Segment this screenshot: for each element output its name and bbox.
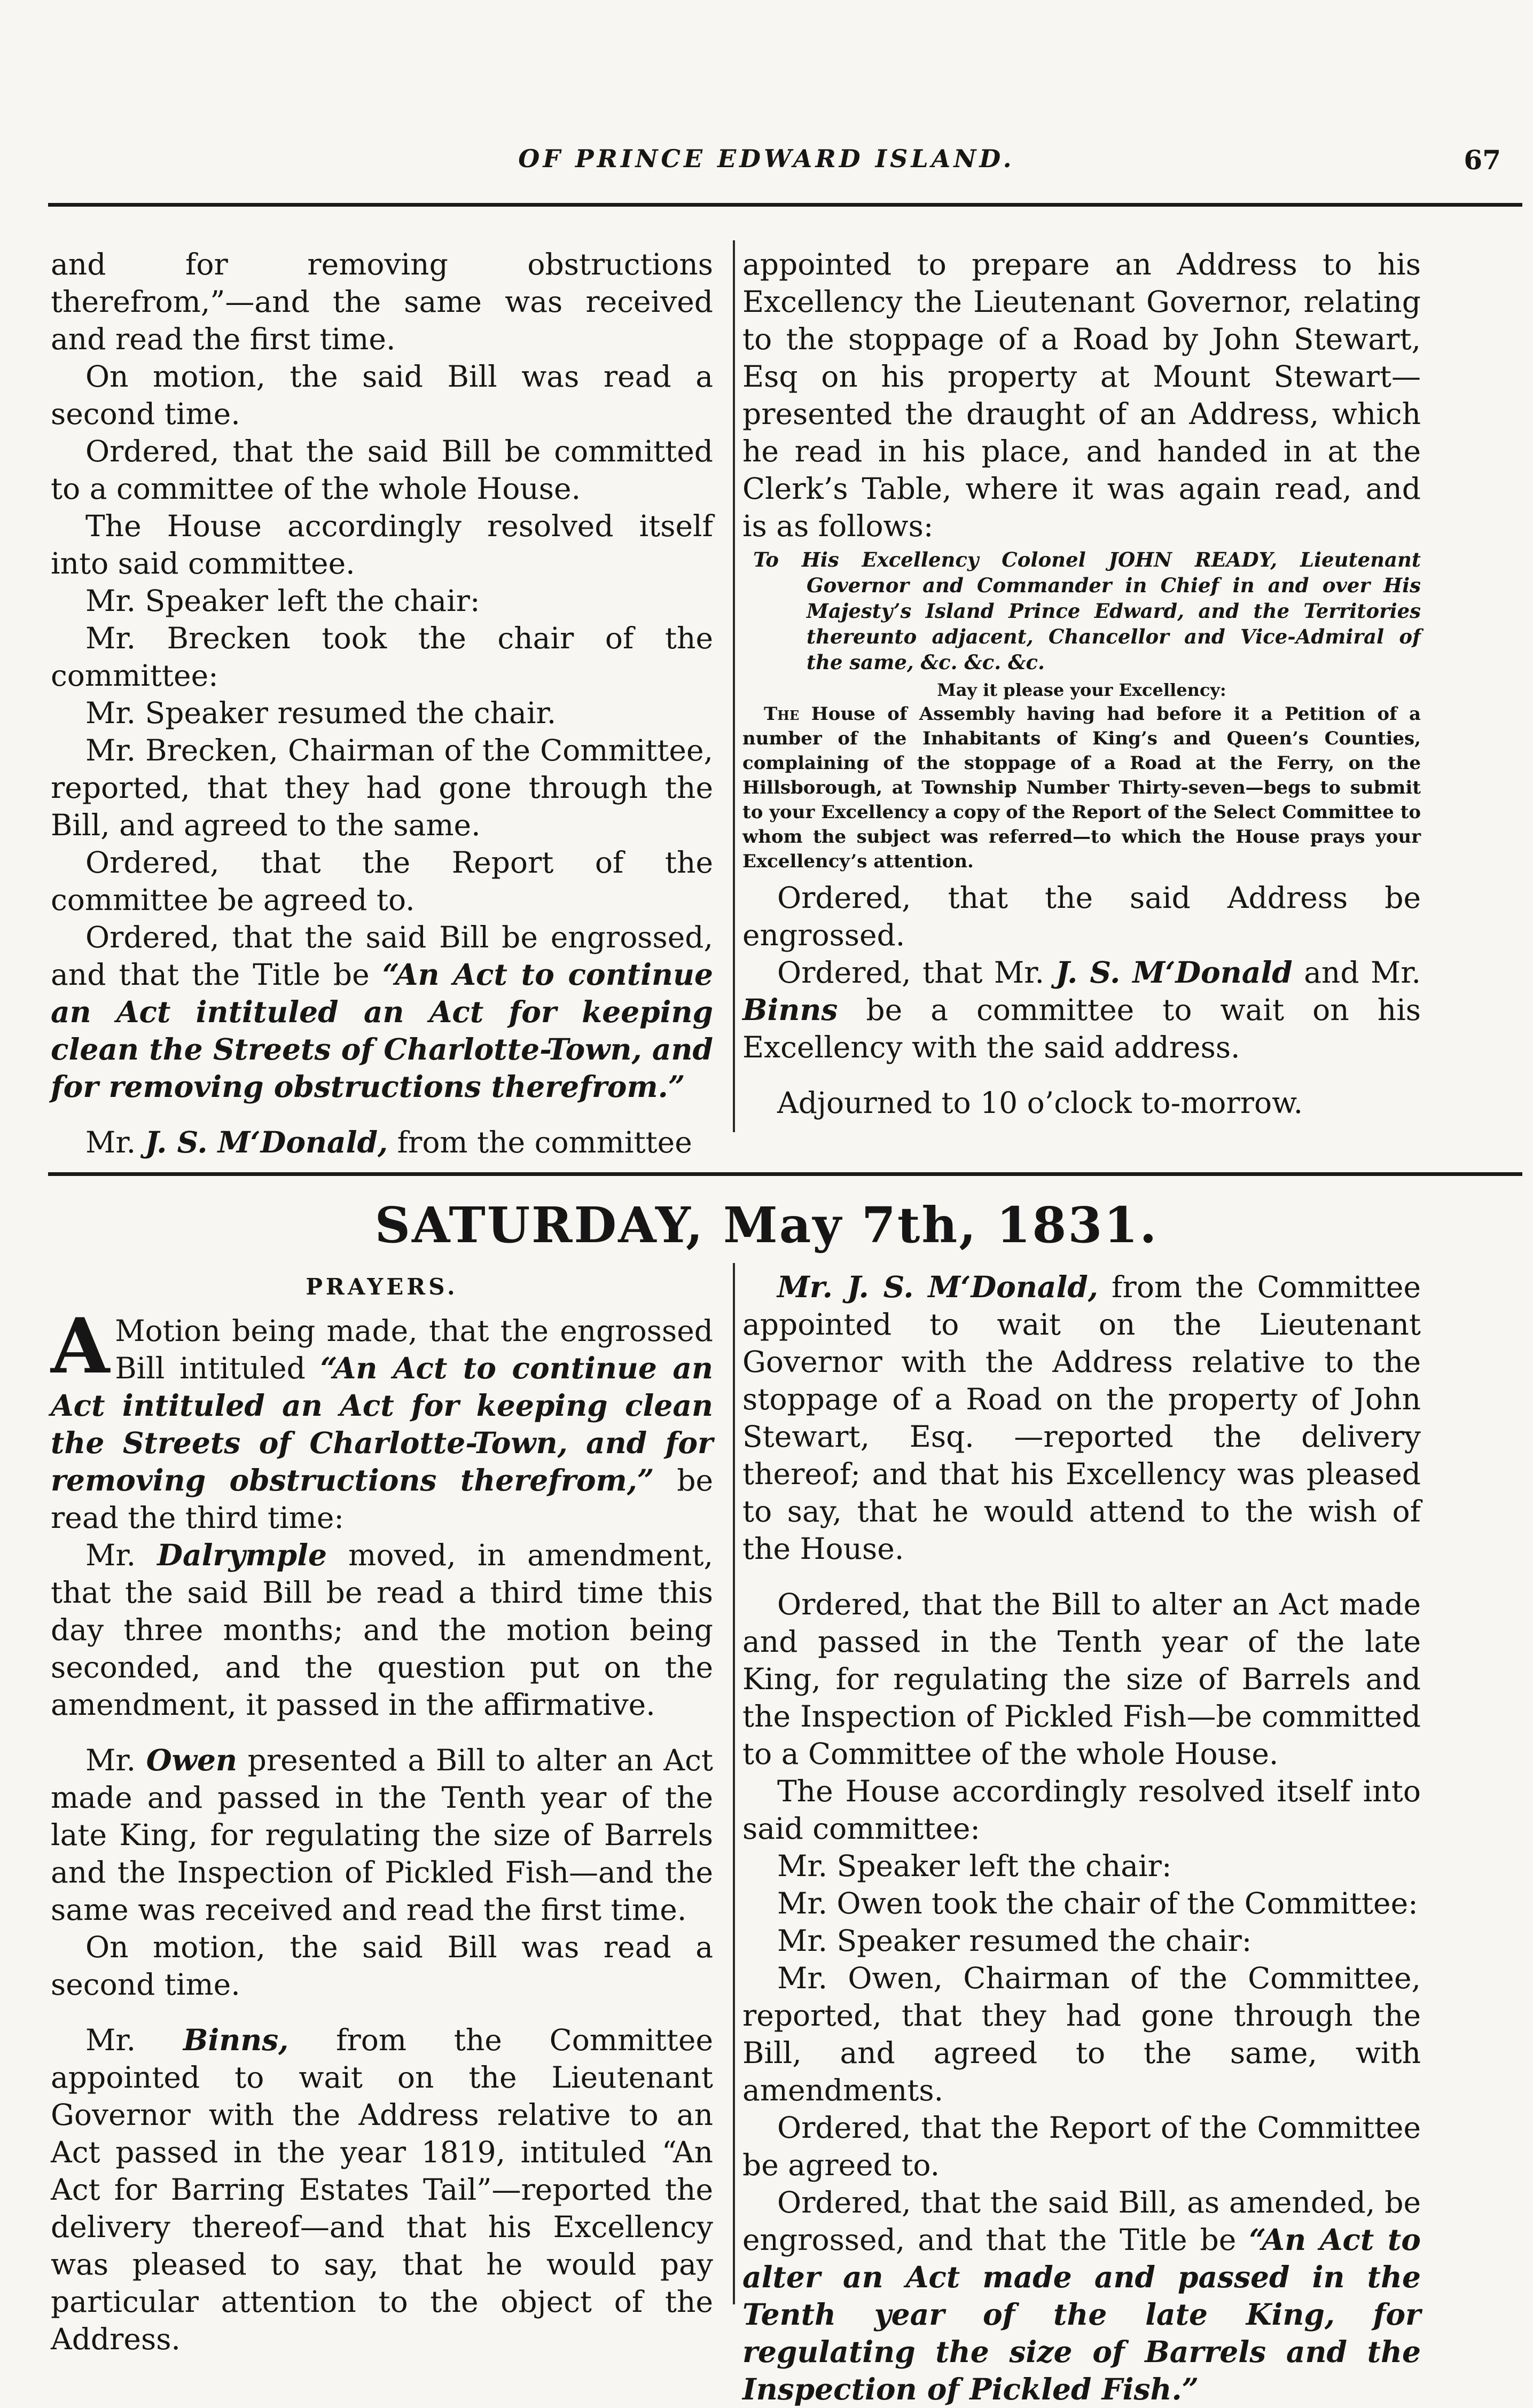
paragraph: On motion, the said Bill was read a second time. xyxy=(51,359,713,431)
paragraph xyxy=(51,1536,713,1723)
paragraph: Ordered, that the said Address be engrossed. xyxy=(742,881,1421,952)
lower-right-column xyxy=(742,1268,1421,2408)
lower-left-column xyxy=(51,1268,713,2358)
paragraph xyxy=(742,954,1421,1066)
top-rule xyxy=(48,203,1522,207)
text-run: from the Committee appointed to wait on the Lieutenant Governor with the Address relative to the stoppage of a Road on the property of John Stewart, Esq. —reported the delivery thereof; and that his Excellency was pleased to say, that he would attend to the wish of the House. xyxy=(742,1270,1421,1566)
paragraph xyxy=(51,1302,713,1536)
running-title: OF PRINCE EDWARD ISLAND. xyxy=(518,144,1015,173)
text-run: be a committee to wait on his Excellency with the said address. xyxy=(742,993,1421,1064)
paragraph: Mr. Brecken took the chair of the committee: xyxy=(51,621,713,693)
paragraph: Ordered, that the Report of the committee be agreed to. xyxy=(51,845,713,917)
member-name: Mr. J. S. M‘Donald, xyxy=(777,1269,1098,1304)
paragraph: Ordered, that the Bill to alter an Act made and passed in the Tenth year of the late King, for regulating the size of Barrels and the Inspection of Pickled Fish—be committed to a Committee of the whole House. xyxy=(742,1587,1421,1771)
upper-right-column xyxy=(742,246,1421,1121)
bill-title: “An Act to continue an Act intituled an Act for keeping clean the Streets of Charlotte-Town, and for removing obstructions therefrom.” xyxy=(51,957,713,1104)
paragraph: Mr. Owen, Chairman of the Committee, reported, that they had gone through the Bill, and agreed to the same, with amendments. xyxy=(742,1961,1421,2107)
petition-text xyxy=(742,702,1421,874)
paragraph: and for removing obstructions therefrom,”—and the same was received and read the first time. xyxy=(51,247,713,356)
bill-title: “An Act to continue an Act intituled an Act for keeping clean the Streets of Charlotte-Town, and for removing obstructions therefrom,” xyxy=(51,1351,713,1497)
upper-left-column xyxy=(51,246,713,1161)
text-run: Ordered, that the said Bill be engrossed, and that the Title be xyxy=(51,920,713,992)
paragraph: appointed to prepare an Address to his Excellency the Lieutenant Governor, relating to the stoppage of a Road by John Stewart, Esq on his property at Mount Stewart—presented the draught of an Address, which he read in his place, and handed in at the Clerk’s Table, where it was again read, and is as follows: xyxy=(742,247,1421,543)
paragraph: Mr. Speaker resumed the chair. xyxy=(85,696,557,730)
paragraph xyxy=(51,919,713,1105)
text-run: Ordered, that Mr. xyxy=(777,955,1044,990)
text-run: Mr. xyxy=(85,1125,136,1159)
prayers-heading: PRAYERS. xyxy=(306,1274,458,1300)
bill-title: “An Act to alter an Act made and passed in the Tenth year of the late King, for regulating the size of Barrels and the Inspection of Pickled Fish.” xyxy=(742,2222,1421,2406)
paragraph: Mr. Owen took the chair of the Committee: xyxy=(777,1886,1418,1920)
text-run: presented a Bill to alter an Act made and passed in the Tenth year of the late King, for regulating the size of Barrels and the Inspection of Pickled Fish—and the same was received and read the first time. xyxy=(51,1743,713,1927)
text-run: Mr. xyxy=(85,2023,136,2057)
paragraph: The House accordingly resolved itself into said committee. xyxy=(51,509,713,581)
page-number: 67 xyxy=(1464,144,1501,176)
paragraph: Adjourned to 10 o’clock to-morrow. xyxy=(777,1086,1303,1120)
column-divider xyxy=(733,1263,735,2304)
paragraph: On motion, the said Bill was read a second time. xyxy=(51,1930,713,2002)
salutation: May it please your Excellency: xyxy=(937,680,1226,700)
paragraph: Mr. Speaker resumed the chair: xyxy=(777,1924,1252,1958)
paragraph: Ordered, that the Report of the Committee be agreed to. xyxy=(742,2111,1421,2182)
text-run: moved, in amendment, that the said Bill be read a third time this day three months; and the motion being seconded, and the question put on the amendment, it passed in the affirmative. xyxy=(51,1538,713,1722)
text-run: be read the third time: xyxy=(51,1463,713,1535)
text-run: The xyxy=(764,703,800,725)
paragraph xyxy=(51,1124,713,1161)
member-name: J. S. M‘Donald, xyxy=(145,1125,388,1159)
member-name: J. S. M‘Donald xyxy=(1055,955,1293,990)
running-head xyxy=(0,144,1533,182)
address-heading: To His Excellency Colonel JOHN READY, Lieutenant Governor and Commander in Chief in and over His Majesty’s Island Prince Edward, and the Territories thereunto adjacent, Chancellor and Vice-Admiral of the same, &c. &c. &c. xyxy=(753,548,1421,674)
paragraph xyxy=(742,2184,1421,2408)
member-name: Binns, xyxy=(183,2022,289,2057)
member-name: Binns xyxy=(742,992,838,1027)
paragraph xyxy=(742,1268,1421,1567)
paragraph: The House accordingly resolved itself into said committee: xyxy=(742,1774,1421,1846)
text-run: and Mr. xyxy=(1304,955,1421,990)
drop-cap: A xyxy=(51,1302,110,1391)
text-run: House of Assembly having had before it a Petition of a number of the Inhabitants of King’s and Queen’s Counties, complaining of the stoppage of a Road at the Ferry, on the Hillsborough, at Township Number Thirty-seven—begs to submit to your Excellency a copy of the Report of the Select Committee to whom the subject was referred—to which the House prays your Excellency’s attention. xyxy=(742,703,1421,872)
paragraph: Mr. Speaker left the chair: xyxy=(777,1849,1172,1883)
text-run: from the committee xyxy=(397,1125,692,1159)
paragraph: Mr. Speaker left the chair: xyxy=(85,584,480,618)
text-run: Mr. xyxy=(85,1538,136,1572)
paragraph xyxy=(51,2021,713,2358)
date-heading: SATURDAY, May 7th, 1831. xyxy=(374,1196,1159,1254)
paragraph: Ordered, that the said Bill be committed to a committee of the whole House. xyxy=(51,434,713,506)
text-run: from the Committee appointed to wait on the Lieutenant Governor with the Address relative to an Act passed in the year 1819, intituled “An Act for Barring Estates Tail”—reported the delivery thereof—and that his Excellency was pleased to say, that he would pay particular attention to the object of the Address. xyxy=(51,2023,714,2356)
paragraph: Mr. Brecken, Chairman of the Committee, reported, that they had gone through the Bill, and agreed to the same. xyxy=(51,733,713,842)
text-run: Ordered, that the said Bill, as amended, be engrossed, and that the Title be xyxy=(742,2185,1421,2257)
member-name: Owen xyxy=(146,1743,237,1777)
text-run: Mr. xyxy=(85,1743,136,1777)
member-name: Dalrymple xyxy=(157,1538,327,1572)
section-rule xyxy=(48,1172,1522,1176)
text-run: Motion being made, that the engrossed Bill intituled xyxy=(115,1314,713,1385)
column-divider xyxy=(733,240,735,1132)
paragraph xyxy=(51,1742,713,1928)
